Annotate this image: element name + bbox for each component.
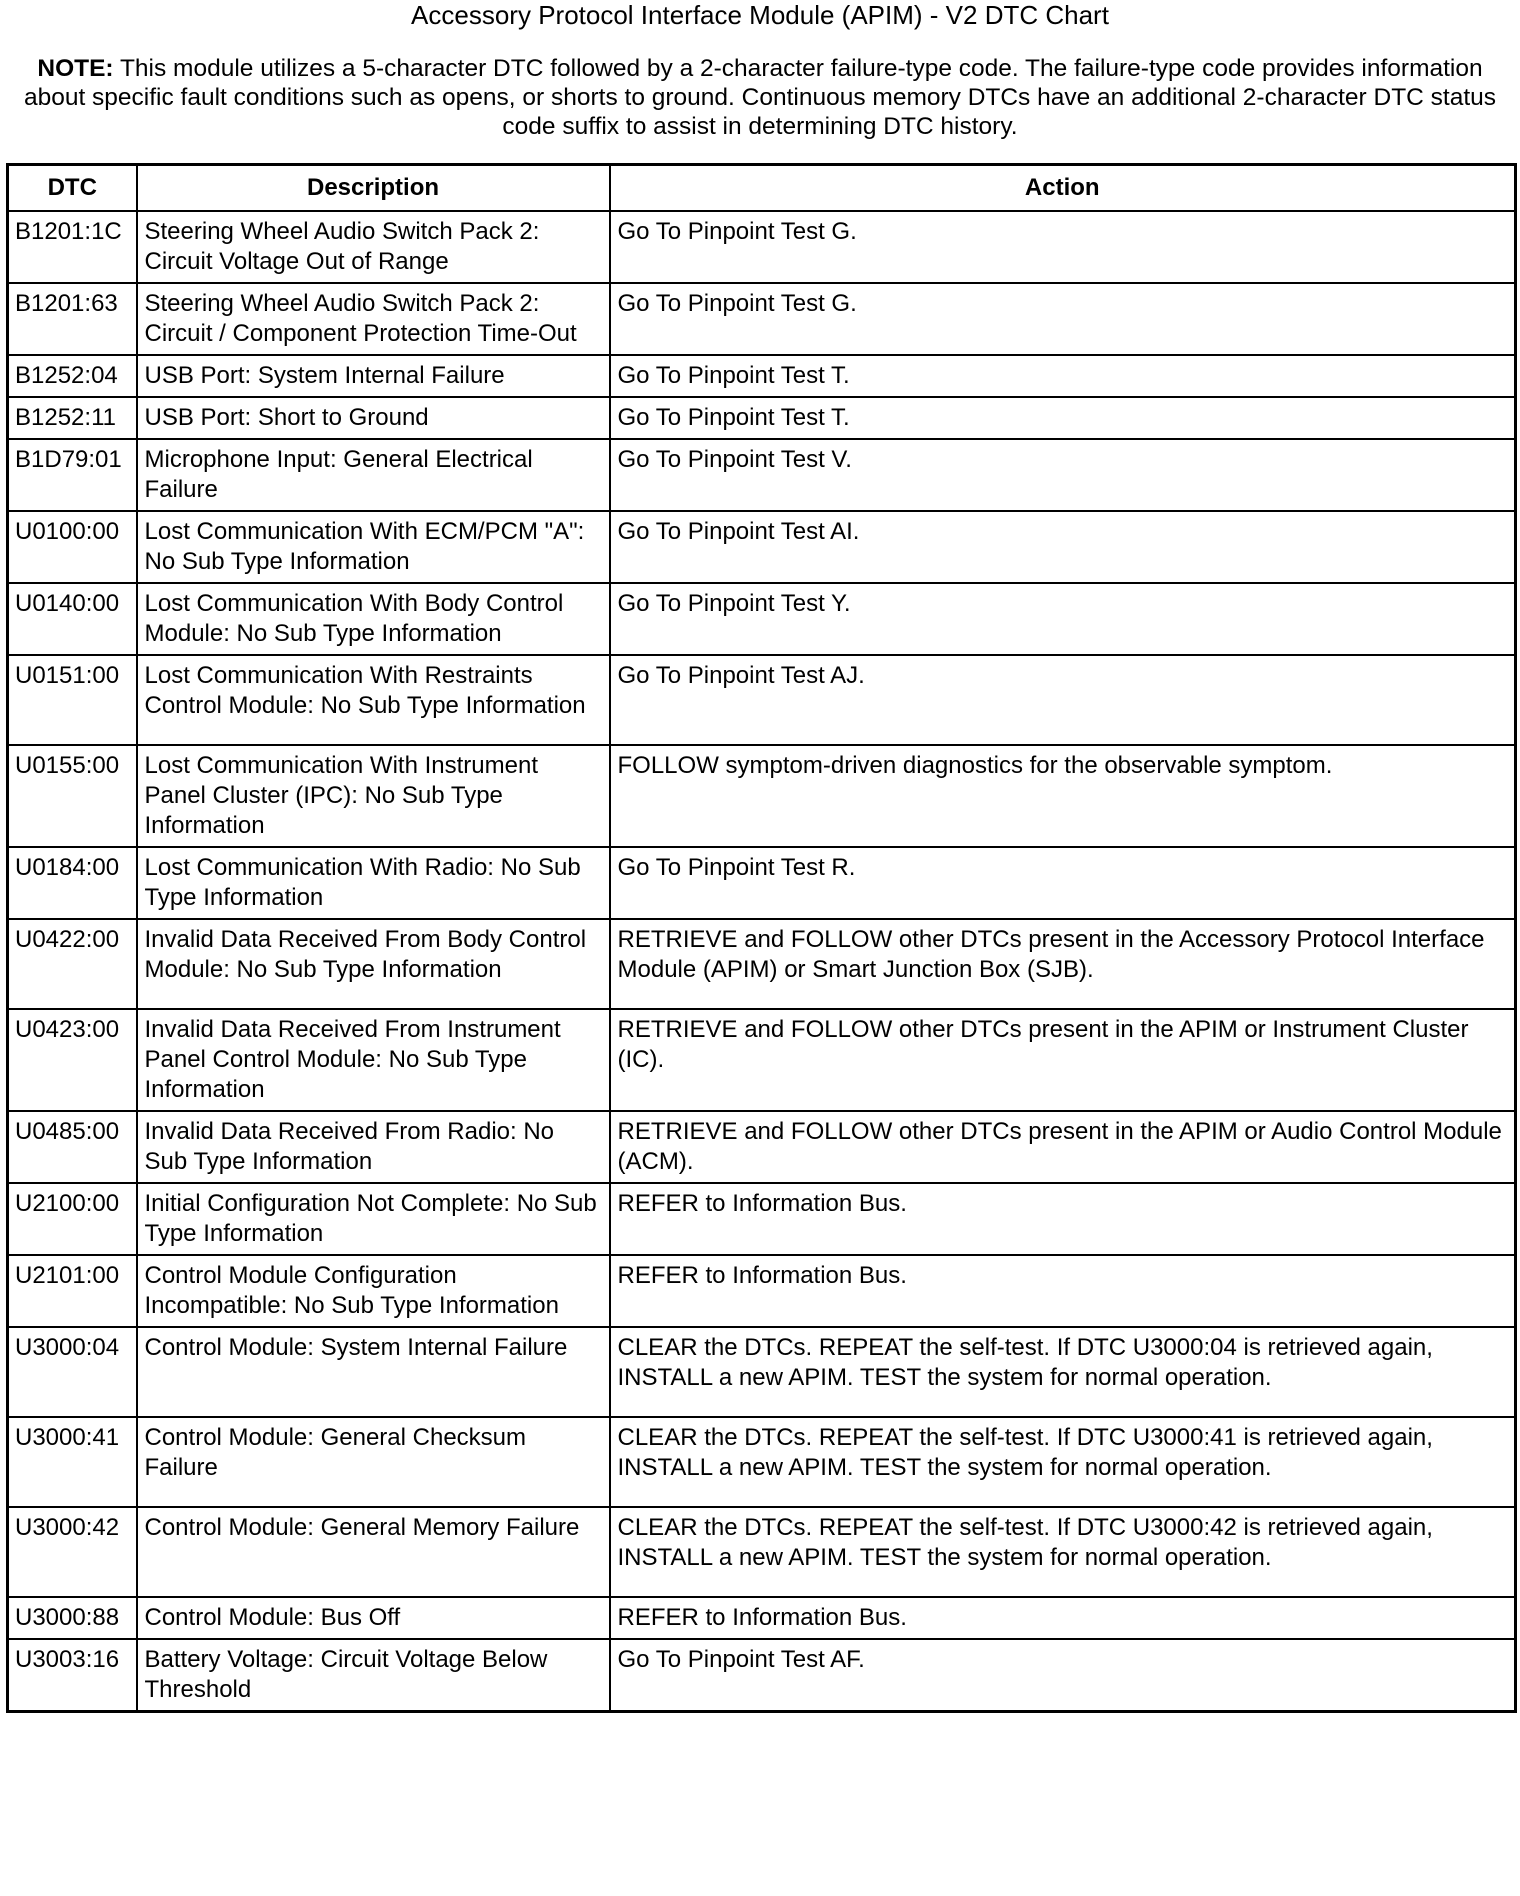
- table-row: [8, 745, 1516, 847]
- dtc-code: U3000:41: [8, 1417, 137, 1507]
- dtc-table: [6, 163, 1517, 1713]
- header-action: Action: [610, 165, 1516, 212]
- note-label: NOTE:: [37, 55, 114, 82]
- dtc-description: USB Port: Short to Ground: [137, 397, 610, 439]
- dtc-action: Go To Pinpoint Test AI.: [610, 511, 1516, 583]
- dtc-action: CLEAR the DTCs. REPEAT the self-test. If DTC U3000:42 is retrieved again, INSTALL a new APIM. TEST the system for normal operation.: [610, 1507, 1516, 1597]
- table-row: [8, 1639, 1516, 1712]
- dtc-action: Go To Pinpoint Test AJ.: [610, 655, 1516, 745]
- dtc-description: Control Module: General Checksum Failure: [137, 1417, 610, 1507]
- dtc-action: RETRIEVE and FOLLOW other DTCs present in the APIM or Instrument Cluster (IC).: [610, 1009, 1516, 1111]
- dtc-description: Steering Wheel Audio Switch Pack 2: Circuit Voltage Out of Range: [137, 211, 610, 283]
- dtc-action: REFER to Information Bus.: [610, 1183, 1516, 1255]
- dtc-code: B1252:11: [8, 397, 137, 439]
- dtc-code: U0140:00: [8, 583, 137, 655]
- document-title: Accessory Protocol Interface Module (APIM) - V2 DTC Chart: [411, 0, 1109, 30]
- table-row: [8, 211, 1516, 283]
- dtc-action: REFER to Information Bus.: [610, 1597, 1516, 1639]
- dtc-action: Go To Pinpoint Test G.: [610, 211, 1516, 283]
- dtc-code: U0422:00: [8, 919, 137, 1009]
- dtc-code: U0151:00: [8, 655, 137, 745]
- dtc-code: U3000:88: [8, 1597, 137, 1639]
- dtc-code: B1201:1C: [8, 211, 137, 283]
- dtc-description: Lost Communication With Body Control Module: No Sub Type Information: [137, 583, 610, 655]
- dtc-code: U3000:42: [8, 1507, 137, 1597]
- dtc-code: U0100:00: [8, 511, 137, 583]
- dtc-description: Control Module Configuration Incompatible: No Sub Type Information: [137, 1255, 610, 1327]
- dtc-action: Go To Pinpoint Test Y.: [610, 583, 1516, 655]
- dtc-action: Go To Pinpoint Test V.: [610, 439, 1516, 511]
- dtc-code: U3003:16: [8, 1639, 137, 1712]
- dtc-action: RETRIEVE and FOLLOW other DTCs present in the Accessory Protocol Interface Module (APIM) or Smart Junction Box (SJB).: [610, 919, 1516, 1009]
- dtc-action: REFER to Information Bus.: [610, 1255, 1516, 1327]
- table-header-row: [8, 165, 1516, 212]
- dtc-action: Go To Pinpoint Test T.: [610, 355, 1516, 397]
- dtc-code: U0423:00: [8, 1009, 137, 1111]
- dtc-code: B1D79:01: [8, 439, 137, 511]
- header-description: Description: [137, 165, 610, 212]
- table-row: [8, 847, 1516, 919]
- note-paragraph: [10, 54, 1510, 141]
- table-row: [8, 1111, 1516, 1183]
- table-row: [8, 1507, 1516, 1597]
- dtc-action: Go To Pinpoint Test AF.: [610, 1639, 1516, 1712]
- dtc-description: Control Module: General Memory Failure: [137, 1507, 610, 1597]
- dtc-code: U0184:00: [8, 847, 137, 919]
- dtc-code: B1201:63: [8, 283, 137, 355]
- table-row: [8, 1417, 1516, 1507]
- table-row: [8, 397, 1516, 439]
- dtc-description: Invalid Data Received From Body Control Module: No Sub Type Information: [137, 919, 610, 1009]
- dtc-description: Control Module: Bus Off: [137, 1597, 610, 1639]
- header-dtc: DTC: [8, 165, 137, 212]
- dtc-description: Invalid Data Received From Instrument Panel Control Module: No Sub Type Information: [137, 1009, 610, 1111]
- dtc-code: U2101:00: [8, 1255, 137, 1327]
- dtc-code: U0485:00: [8, 1111, 137, 1183]
- dtc-action: Go To Pinpoint Test G.: [610, 283, 1516, 355]
- dtc-description: Lost Communication With Instrument Panel Cluster (IPC): No Sub Type Information: [137, 745, 610, 847]
- table-row: [8, 919, 1516, 1009]
- table-row: [8, 511, 1516, 583]
- table-row: [8, 1009, 1516, 1111]
- dtc-action: CLEAR the DTCs. REPEAT the self-test. If DTC U3000:41 is retrieved again, INSTALL a new APIM. TEST the system for normal operation.: [610, 1417, 1516, 1507]
- table-row: [8, 283, 1516, 355]
- dtc-description: Invalid Data Received From Radio: No Sub Type Information: [137, 1111, 610, 1183]
- dtc-description: Steering Wheel Audio Switch Pack 2: Circuit / Component Protection Time-Out: [137, 283, 610, 355]
- dtc-code: U2100:00: [8, 1183, 137, 1255]
- dtc-code: U0155:00: [8, 745, 137, 847]
- note-text: This module utilizes a 5-character DTC followed by a 2-character failure-type code. The failure-type code provides information about specific fault conditions such as opens, or shorts to ground. Continuous memory DTCs have an additional 2-character DTC status code suffix to assist in determining DTC history.: [23, 55, 1497, 140]
- table-row: [8, 1255, 1516, 1327]
- dtc-code: B1252:04: [8, 355, 137, 397]
- dtc-description: Battery Voltage: Circuit Voltage Below Threshold: [137, 1639, 610, 1712]
- table-row: [8, 1327, 1516, 1417]
- dtc-code: U3000:04: [8, 1327, 137, 1417]
- table-row: [8, 439, 1516, 511]
- table-row: [8, 583, 1516, 655]
- dtc-action: FOLLOW symptom-driven diagnostics for the observable symptom.: [610, 745, 1516, 847]
- dtc-description: Control Module: System Internal Failure: [137, 1327, 610, 1417]
- dtc-action: Go To Pinpoint Test R.: [610, 847, 1516, 919]
- dtc-description: Initial Configuration Not Complete: No Sub Type Information: [137, 1183, 610, 1255]
- table-row: [8, 1597, 1516, 1639]
- dtc-description: Microphone Input: General Electrical Failure: [137, 439, 610, 511]
- dtc-description: Lost Communication With Radio: No Sub Type Information: [137, 847, 610, 919]
- dtc-action: CLEAR the DTCs. REPEAT the self-test. If DTC U3000:04 is retrieved again, INSTALL a new APIM. TEST the system for normal operation.: [610, 1327, 1516, 1417]
- dtc-description: USB Port: System Internal Failure: [137, 355, 610, 397]
- table-row: [8, 655, 1516, 745]
- table-row: [8, 355, 1516, 397]
- table-row: [8, 1183, 1516, 1255]
- dtc-description: Lost Communication With ECM/PCM "A": No Sub Type Information: [137, 511, 610, 583]
- dtc-description: Lost Communication With Restraints Control Module: No Sub Type Information: [137, 655, 610, 745]
- dtc-action: RETRIEVE and FOLLOW other DTCs present in the APIM or Audio Control Module (ACM).: [610, 1111, 1516, 1183]
- dtc-action: Go To Pinpoint Test T.: [610, 397, 1516, 439]
